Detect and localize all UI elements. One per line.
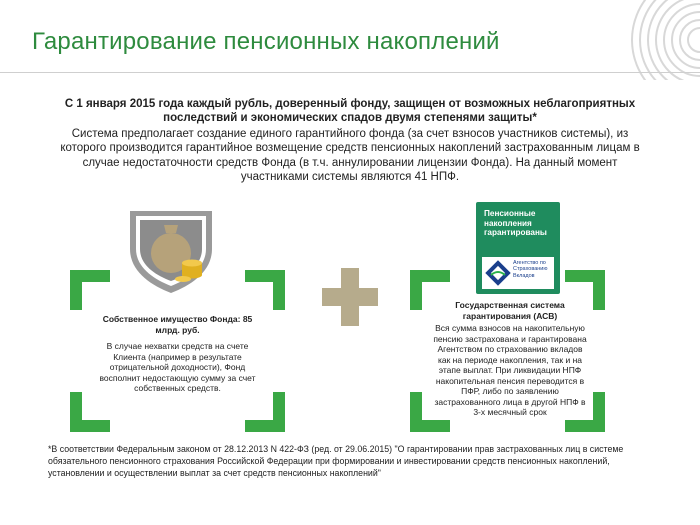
pension-guarantee-badge bbox=[476, 202, 560, 294]
decorative-circles-icon bbox=[590, 0, 700, 80]
footnote: *В соответствии Федеральным законом от 28.12.2013 N 422-ФЗ (ред. от 29.06.2015) "О гарантировании прав застрахованных лиц в системе обязательного пенсионного страхования Российской Федерации при формировании и инвестировании средств пенсионных накоплений, установлении и осуществлении выплат за счет средств пенсионных накоплений" bbox=[48, 444, 624, 478]
money-bag-shield-icon bbox=[126, 205, 216, 295]
state-guarantee-text: Вся сумма взносов на накопительную пенсию застрахована и гарантирована Агентством по страхованию вкладов как на периоде накопления, так и на этапе выплат. При ликвидации НПФ накопительная пенсия переводится в ПФР, либо по заявлению застрахованного лица в другой НПФ в 3-х месячный срок bbox=[433, 323, 587, 417]
asv-logo-icon bbox=[485, 260, 511, 286]
system-description: Система предполагает создание единого гарантийного фонда (за счет взносов участников системы), из которого производится гарантийное возмещение средств пенсионных накоплений застрахованным лицам в случае недостаточности средств Фонда (в т.ч. аннулировании лицензии Фонда). На данный момент участниками системы являются 41 НПФ. bbox=[60, 128, 640, 184]
logo-text: Агентство по Страхованию Вкладов bbox=[513, 260, 548, 279]
plus-icon bbox=[322, 268, 378, 326]
slide-title: Гарантирование пенсионных накоплений bbox=[32, 28, 500, 55]
own-assets-text: В случае нехватки средств на счете Клиента (например в результате отрицательной доходности), Фонд восполнит недостающую сумму за счет собственных средств. bbox=[99, 341, 256, 393]
own-assets-caption: Собственное имущество Фонда: 85 млрд. руб. bbox=[102, 314, 253, 335]
state-guarantee-caption: Государственная система гарантирования (АСВ) bbox=[455, 300, 565, 321]
badge-text: Пенсионные накопления гарантированы bbox=[484, 209, 547, 238]
deposit-insurance-logo bbox=[482, 257, 554, 289]
title-divider bbox=[0, 72, 700, 73]
lead-statement: С 1 января 2015 года каждый рубль, доверенный фонду, защищен от возможных неблагоприятных последствий и экономических спадов двумя степенями защиты* bbox=[64, 98, 636, 124]
